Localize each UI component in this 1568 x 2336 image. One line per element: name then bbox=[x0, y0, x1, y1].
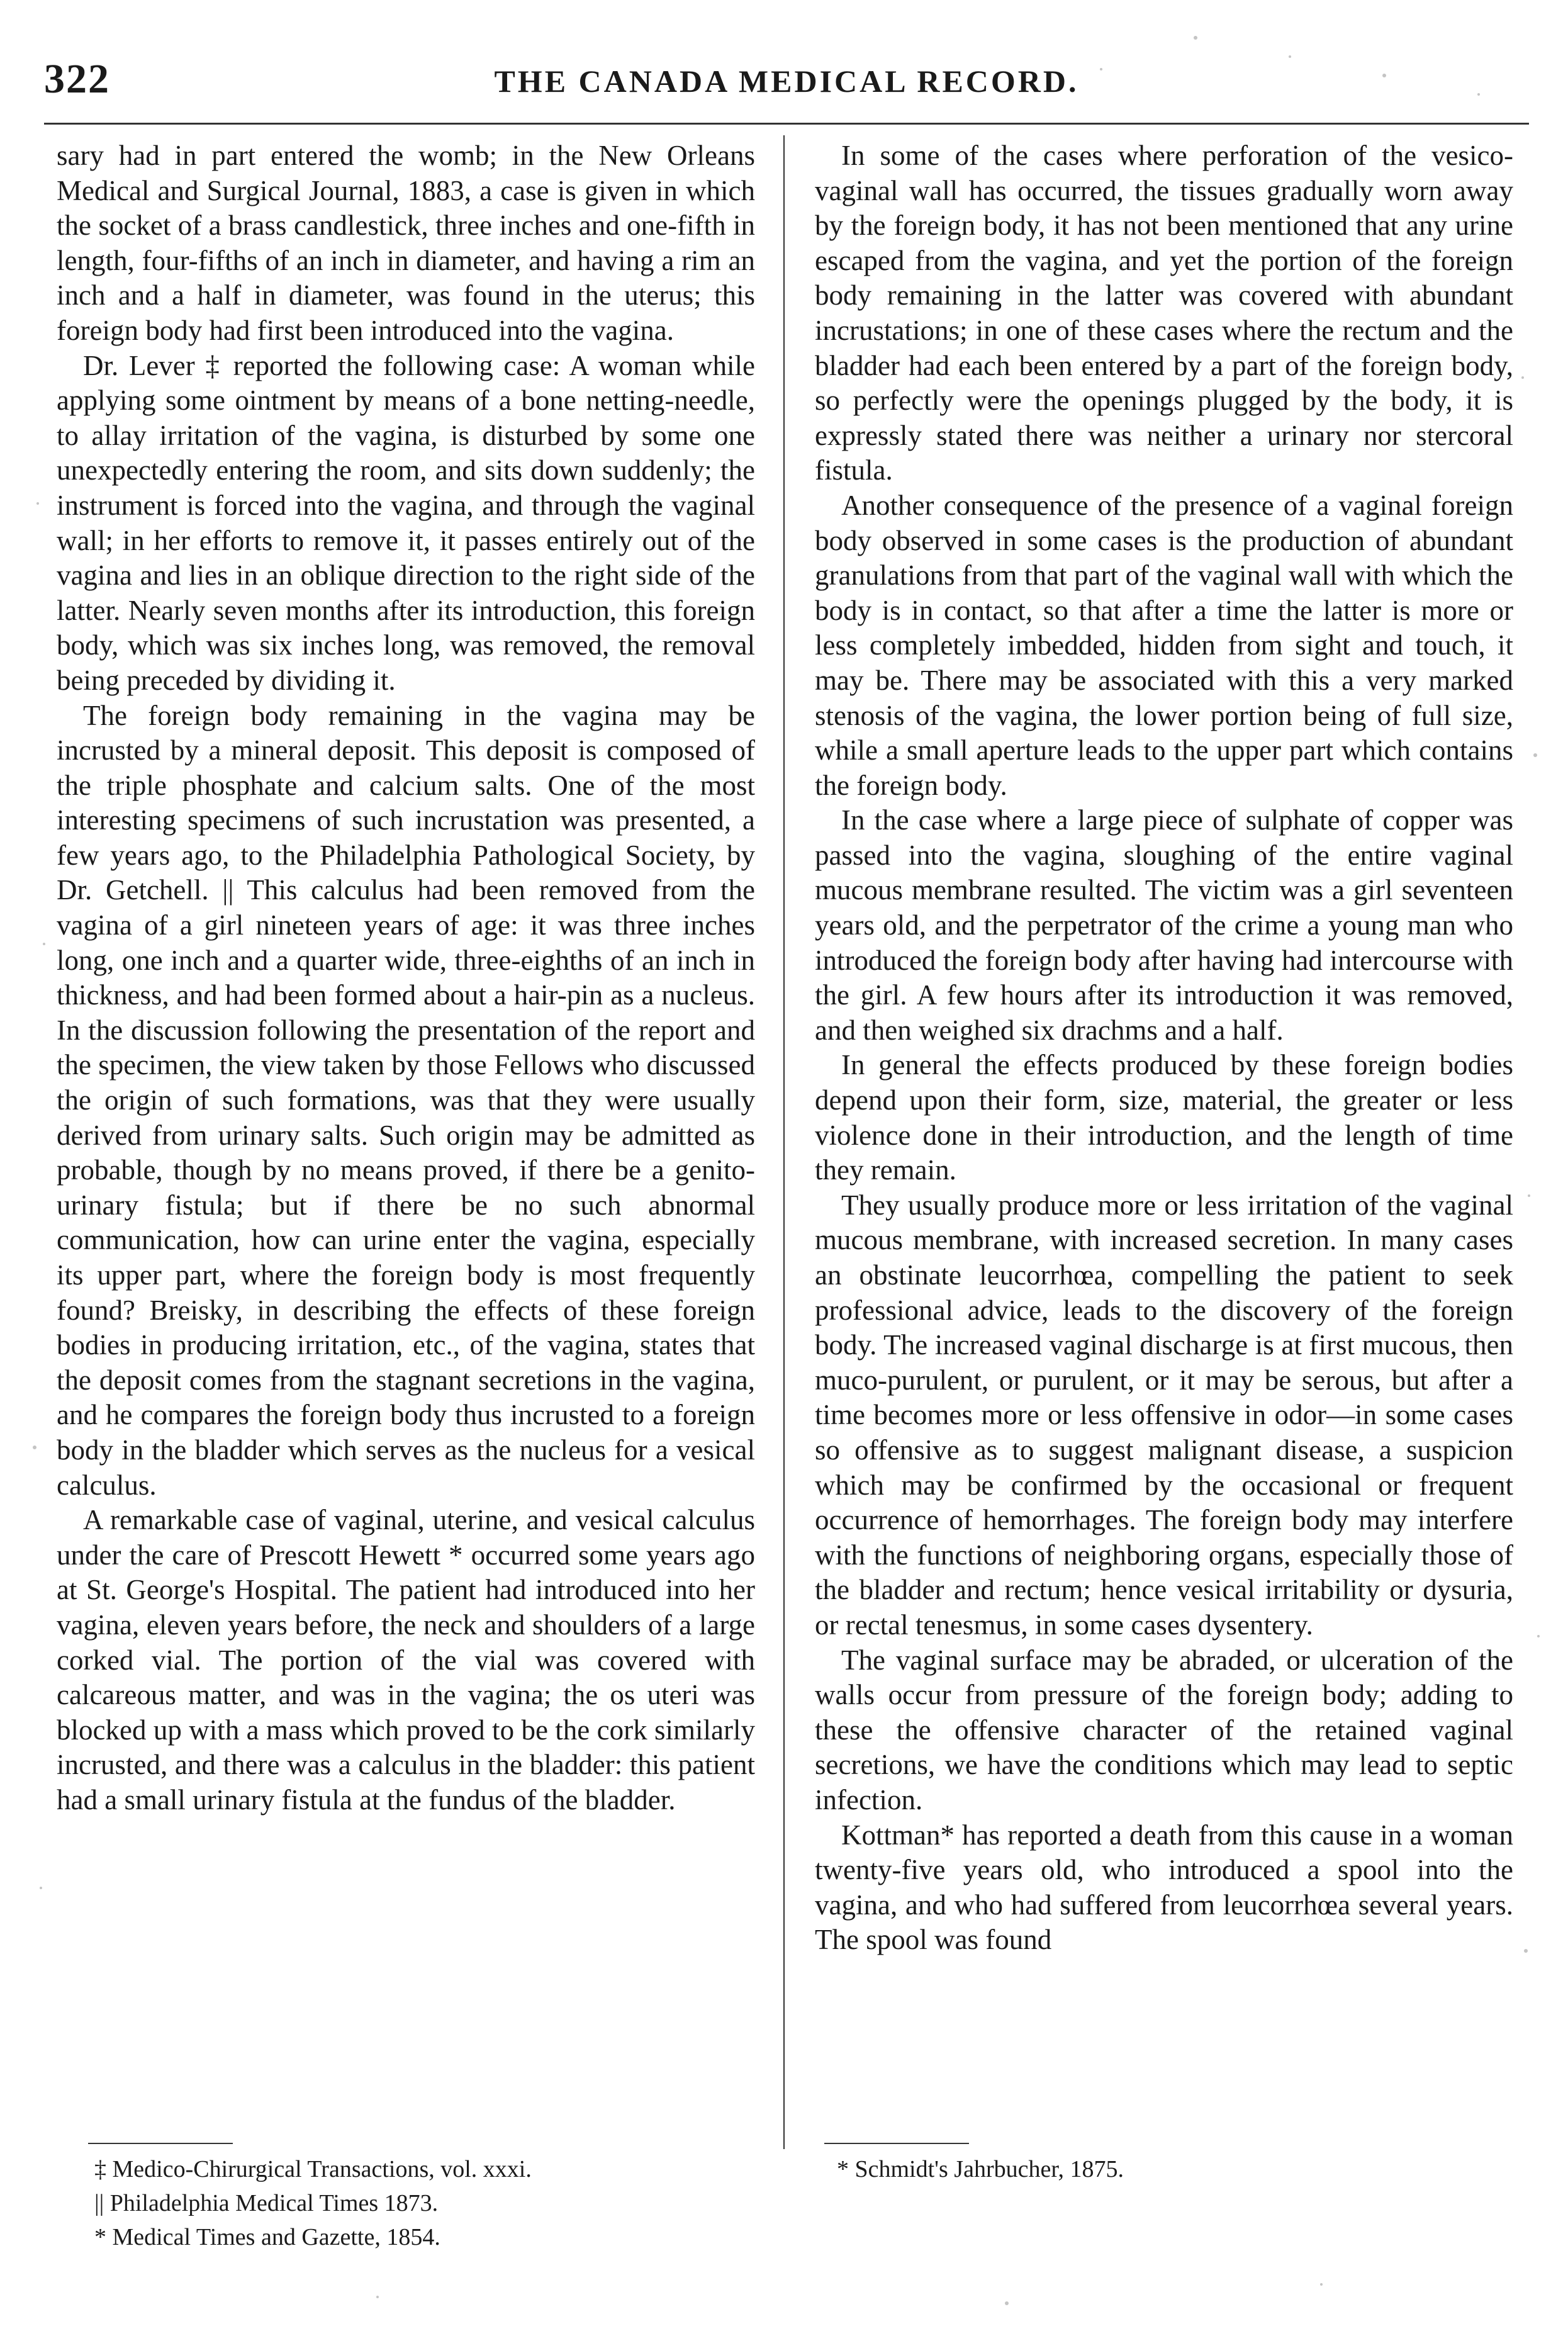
paragraph: Another consequence of the presence of a vaginal foreign body observed in some cases is the production of abundant granulations from that part of the vaginal wall with which the body is in contact, so that after a time the latter is more or less completely imbedded, hidden from sight and touch, it may be. There may be associated with this a very marked stenosis of the vagina, the lower portion being of full size, while a small aperture leads to the upper part which contains the foreign body. bbox=[815, 489, 1513, 801]
header-rule bbox=[44, 123, 1529, 125]
footnote: ‡ Medico-Chirurgical Transactions, vol. xxxi. bbox=[94, 2156, 532, 2182]
paragraph: The vaginal surface may be abraded, or ulceration of the walls occur from pressure of the foreign body; adding to these the offensive character of the retained vaginal secretions, we have the conditions which may lead to septic infection. bbox=[815, 1644, 1513, 1816]
footnote: * Schmidt's Jahrbucher, 1875. bbox=[837, 2156, 1124, 2182]
running-title: THE CANADA MEDICAL RECORD. bbox=[494, 64, 1079, 99]
page-header bbox=[44, 44, 1529, 120]
paragraph: Kottman* has reported a death from this cause in a woman twenty-five years old, who introduced a spool into the vagina, and who had suffered from leucorrhœa several years. The spool was found bbox=[815, 1819, 1513, 1956]
paragraph: The foreign body remaining in the vagina may be incrusted by a mineral deposit. This deposit is composed of the triple phosphate and calcium salts. One of the most interesting specimens of such incrustation was presented, a few years ago, to the Philadelphia Pathological Society, by Dr. Getchell. || This calculus had been removed from the vagina of a girl nineteen years of age: it was three inches long, one inch and a quarter wide, three-eighths of an inch in thickness, and had been formed about a hair-pin as a nucleus. In the discussion following the presentation of the report and the specimen, the view taken by those Fellows who discussed the origin of such formations, was that they were usually derived from urinary salts. Such origin may be admitted as probable, though by no means proved, if there be a genito-urinary fistula; but if there be no such abnormal communication, how can urine enter the vagina, especially its upper part, where the foreign body is most frequently found? Breisky, in describing the effects of these foreign bodies in producing irritation, etc., of the vagina, states that the deposit comes from the stagnant secretions in the vagina, and he compares the foreign body thus incrusted to a foreign body in the bladder which serves as the nucleus for a vesical calculus. bbox=[57, 699, 755, 1501]
right-column bbox=[815, 138, 1513, 1958]
footnote: * Medical Times and Gazette, 1854. bbox=[94, 2224, 440, 2250]
paragraph: Dr. Lever ‡ reported the following case: A woman while applying some ointment by means of a bone netting-needle, to allay irritation of the vagina, is disturbed by some one unexpectedly entering the room, and sits down suddenly; the instrument is forced into the vagina, and through the vaginal wall; in her efforts to remove it, it passes entirely out of the vagina and lies in an oblique direction to the right side of the latter. Nearly seven months after its introduction, this foreign body, which was six inches long, was removed, the removal being preceded by dividing it. bbox=[57, 349, 755, 696]
paragraph: They usually produce more or less irritation of the vaginal mucous membrane, with increased secretion. In many cases an obstinate leucorrhœa, compelling the patient to seek professional advice, leads to the discovery of the foreign body. The increased vaginal discharge is at first mucous, then muco-purulent, or purulent, or it may be serous, but after a time becomes more or less offensive in odor—in some cases so offensive as to suggest malignant disease, a suspicion which may be confirmed by the occasional or frequent occurrence of hemorrhages. The foreign body may interfere with the functions of neighboring organs, especially those of the bladder and rectum; hence vesical irritability or dysuria, or rectal tenesmus, in some cases dysentery. bbox=[815, 1189, 1513, 1641]
paragraph: In the case where a large piece of sulphate of copper was passed into the vagina, sloughing of the entire vaginal mucous membrane resulted. The victim was a girl seventeen years old, and the perpetrator of the crime a young man who introduced the foreign body after having had intercourse with the girl. A few hours after its introduction it was removed, and then weighed six drachms and a half. bbox=[815, 804, 1513, 1046]
paragraph: sary had in part entered the womb; in the New Orleans Medical and Surgical Journal, 1883, a case is given in which the socket of a brass candlestick, three inches and one-fifth in length, four-fifths of an inch in diameter, and having a rim an inch and a half in diameter, was found in the uterus; this foreign body had first been introduced into the vagina. bbox=[57, 140, 755, 346]
column-divider bbox=[783, 135, 785, 2149]
paragraph: A remarkable case of vaginal, uterine, and vesical calculus under the care of Prescott Hewett * occurred some years ago at St. George's Hospital. The patient had introduced into her vagina, eleven years before, the neck and shoulders of a large corked vial. The portion of the vial was covered with calcareous matter, and was in the vagina; the os uteri was blocked up with a mass which proved to be the cork similarly incrusted, and there was a calculus in the bladder: this patient had a small urinary fistula at the fundus of the bladder. bbox=[57, 1504, 755, 1816]
footnote-rule bbox=[824, 2143, 969, 2144]
page-number: 322 bbox=[44, 56, 110, 102]
footnotes-left bbox=[94, 2152, 724, 2254]
left-column bbox=[57, 138, 755, 1818]
footnotes-right bbox=[837, 2152, 1466, 2186]
paragraph: In general the effects produced by these foreign bodies depend upon their form, size, material, the greater or less violence done in their introduction, and the length of time they remain. bbox=[815, 1049, 1513, 1186]
paragraph: In some of the cases where perforation of the vesico-vaginal wall has occurred, the tissues gradually worn away by the foreign body, it has not been mentioned that any urine escaped from the vagina, and yet the portion of the foreign body remaining in the latter was covered with abundant incrustations; in one of these cases where the rectum and the bladder had each been entered by a part of the foreign body, so perfectly were the openings plugged by the body, it is expressly stated there was neither a urinary nor stercoral fistula. bbox=[815, 140, 1513, 486]
footnote-rule bbox=[88, 2143, 233, 2144]
footnote: || Philadelphia Medical Times 1873. bbox=[94, 2190, 439, 2216]
